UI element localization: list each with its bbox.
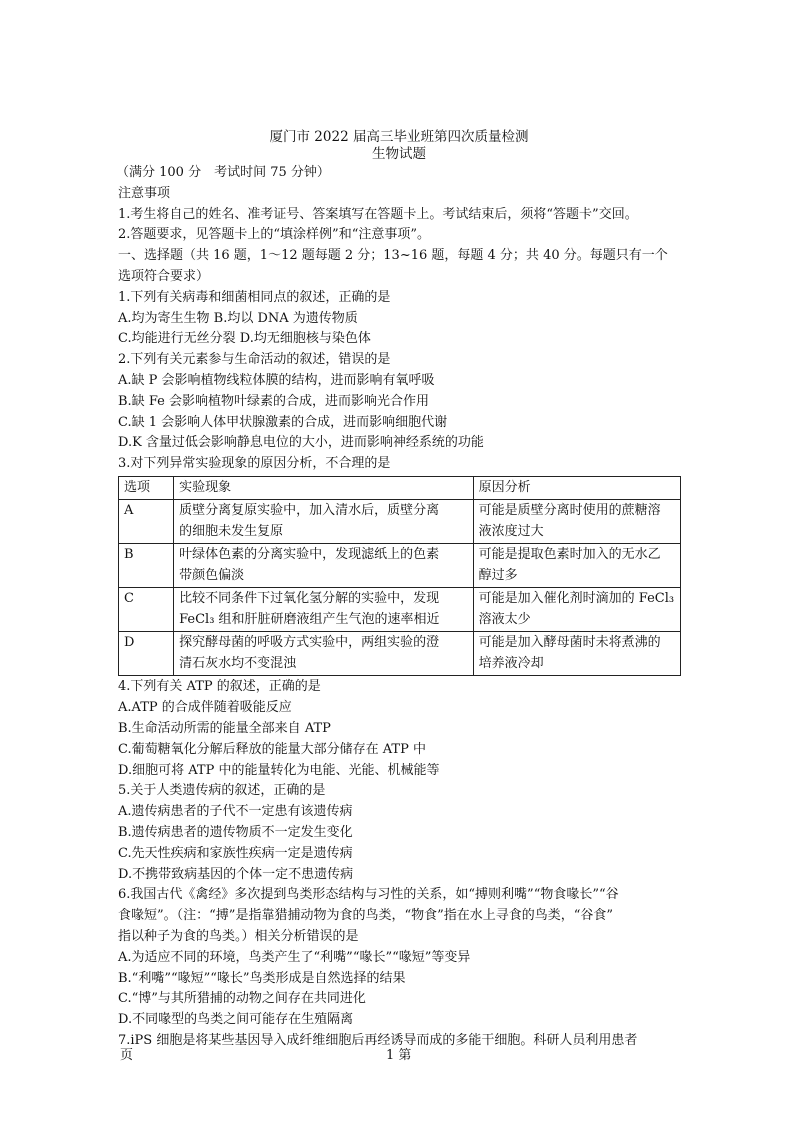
question-4-option-c: C.葡萄糖氧化分解后释放的能量大部分储存在 ATP 中 <box>118 741 426 757</box>
question-2-option-d: D.K 含量过低会影响静息电位的大小，进而影响神经系统的功能 <box>118 435 484 451</box>
question-4-option-a: A.ATP 的合成伴随着吸能反应 <box>118 700 292 716</box>
question-4-option-d: D.细胞可将 ATP 中的能量转化为电能、光能、机械能等 <box>118 762 440 778</box>
row-option: A <box>119 500 174 544</box>
question-4-stem: 4.下列有关 ATP 的叙述，正确的是 <box>118 679 321 695</box>
table-header-row <box>119 476 681 500</box>
cause-line: 可能是加入酵母菌时未将煮沸的 <box>478 635 661 651</box>
question-5-stem: 5.关于人类遗传病的叙述，正确的是 <box>118 783 326 799</box>
question-6-stem: 6.我国古代《禽经》多次提到鸟类形态结构与习性的关系，如“搏则利嘴”“物食喙长”“谷 <box>118 887 619 903</box>
phenomenon-line: 的细胞未发生复原 <box>179 523 284 539</box>
cause-line: 可能是质壁分离时使用的蔗糖溶 <box>478 503 661 519</box>
row-phenomenon <box>174 632 474 676</box>
phenomenon-line: FeCl₃ 组和肝脏研磨液组产生气泡的速率相近 <box>179 611 440 627</box>
phenomenon-line: 探究酵母菌的呼吸方式实验中，两组实验的澄 <box>179 635 440 651</box>
question-5-option-d: D.不携带致病基因的个体一定不患遗传病 <box>118 866 354 882</box>
table-header-phenomenon: 实验现象 <box>174 476 474 500</box>
question-5-option-b: B.遗传病患者的遗传物质不一定发生变化 <box>118 825 353 841</box>
footer-page-number: 1 第 <box>386 1048 412 1063</box>
question-2-option-a: A.缺 P 会影响植物线粒体膜的结构，进而影响有氧呼吸 <box>118 372 435 388</box>
question-6-option-a: A.为适应不同的环境，鸟类产生了“利嘴”“喙长”“喙短”等变异 <box>118 949 471 965</box>
question-6-option-c: C.“博”与其所猎捕的动物之间存在共同进化 <box>118 991 366 1007</box>
row-cause <box>473 632 680 676</box>
row-option: C <box>119 588 174 632</box>
row-phenomenon <box>174 500 474 544</box>
cause-line: 醇过多 <box>478 567 518 583</box>
notice-item: 2.答题要求，见答题卡上的“填涂样例”和“注意事项”。 <box>118 227 430 243</box>
cause-line: 培养液冷却 <box>478 655 544 671</box>
row-cause <box>473 500 680 544</box>
phenomenon-line: 比较不同条件下过氧化氢分解的实验中，发现 <box>179 591 440 607</box>
cause-line: 液浓度过大 <box>478 523 544 539</box>
question-2-option-c: C.缺 1 会影响人体甲状腺激素的合成，进而影响细胞代谢 <box>118 414 448 430</box>
question-1-options-ab: A.均为寄生生物 B.均以 DNA 为遗传物质 <box>118 310 358 326</box>
table-row <box>119 544 681 588</box>
exam-subtitle: 生物试题 <box>372 146 426 162</box>
table-header-cause: 原因分析 <box>473 476 680 500</box>
row-cause <box>473 544 680 588</box>
question-4-option-b: B.生命活动所需的能量全部来自 ATP <box>118 721 331 737</box>
row-phenomenon <box>174 588 474 632</box>
footer-page-label: 页 <box>120 1048 134 1063</box>
question-1-stem: 1.下列有关病毒和细菌相同点的叙述，正确的是 <box>118 289 391 305</box>
row-cause <box>473 588 680 632</box>
question-5-option-c: C.先天性疾病和家族性疾病一定是遗传病 <box>118 845 353 861</box>
question-5-option-a: A.遗传病患者的子代不一定患有该遗传病 <box>118 804 353 820</box>
notice-heading: 注意事项 <box>118 185 171 201</box>
table-row <box>119 500 681 544</box>
row-phenomenon <box>174 544 474 588</box>
question-7-stem: 7.iPS 细胞是将某些基因导入成纤维细胞后再经诱导而成的多能干细胞。科研人员利用患者 <box>118 1033 638 1048</box>
question-6-option-b: B.“利嘴”“喙短”“喙长”鸟类形成是自然选择的结果 <box>118 970 406 986</box>
table-header-option: 选项 <box>119 476 174 500</box>
section-heading: 一、选择题（共 16 题，1～12 题每题 2 分；13~16 题，每题 4 分；共 40 分。每题只有一个 <box>118 248 668 264</box>
question-2-stem: 2.下列有关元素参与生命活动的叙述，错误的是 <box>118 352 391 368</box>
phenomenon-line: 叶绿体色素的分离实验中，发现滤纸上的色素 <box>179 547 440 563</box>
page-content <box>118 129 680 1052</box>
question-6-option-d: D.不同喙型的鸟类之间可能存在生殖隔离 <box>118 1012 354 1028</box>
cause-line: 可能是加入催化剂时滴加的 FeCl₃ <box>478 591 675 607</box>
phenomenon-line: 带颜色偏淡 <box>179 567 245 583</box>
exam-title: 厦门市 2022 届高三毕业班第四次质量检测 <box>269 129 529 145</box>
notice-item: 1.考生将自己的姓名、准考证号、答案填写在答题卡上。考试结束后，须将“答题卡”交回。 <box>118 206 638 222</box>
question-3-table <box>118 476 681 677</box>
question-3-stem: 3.对下列异常实验现象的原因分析，不合理的是 <box>118 456 391 472</box>
question-6-stem-cont: 食喙短”。（注：“搏”是指靠猎捕动物为食的鸟类，“物食”指在水上寻食的鸟类，“谷食” <box>118 908 614 924</box>
row-option: B <box>119 544 174 588</box>
question-1-options-cd: C.均能进行无丝分裂 D.均无细胞核与染色体 <box>118 331 371 347</box>
question-2-option-b: B.缺 Fe 会影响植物叶绿素的合成，进而影响光合作用 <box>118 393 429 409</box>
cause-line: 可能是提取色素时加入的无水乙 <box>478 547 661 563</box>
phenomenon-line: 质壁分离复原实验中，加入清水后，质壁分离 <box>179 503 440 519</box>
phenomenon-line: 清石灰水均不变混浊 <box>179 655 297 671</box>
question-6-stem-cont: 指以种子为食的鸟类。）相关分析错误的是 <box>118 929 359 945</box>
exam-info: （满分 100 分 考试时间 75 分钟） <box>116 165 330 180</box>
table-row <box>119 588 681 632</box>
row-option: D <box>119 632 174 676</box>
cause-line: 溶液太少 <box>478 611 531 627</box>
table-row <box>119 632 681 676</box>
section-heading-cont: 选项符合要求） <box>118 268 210 284</box>
